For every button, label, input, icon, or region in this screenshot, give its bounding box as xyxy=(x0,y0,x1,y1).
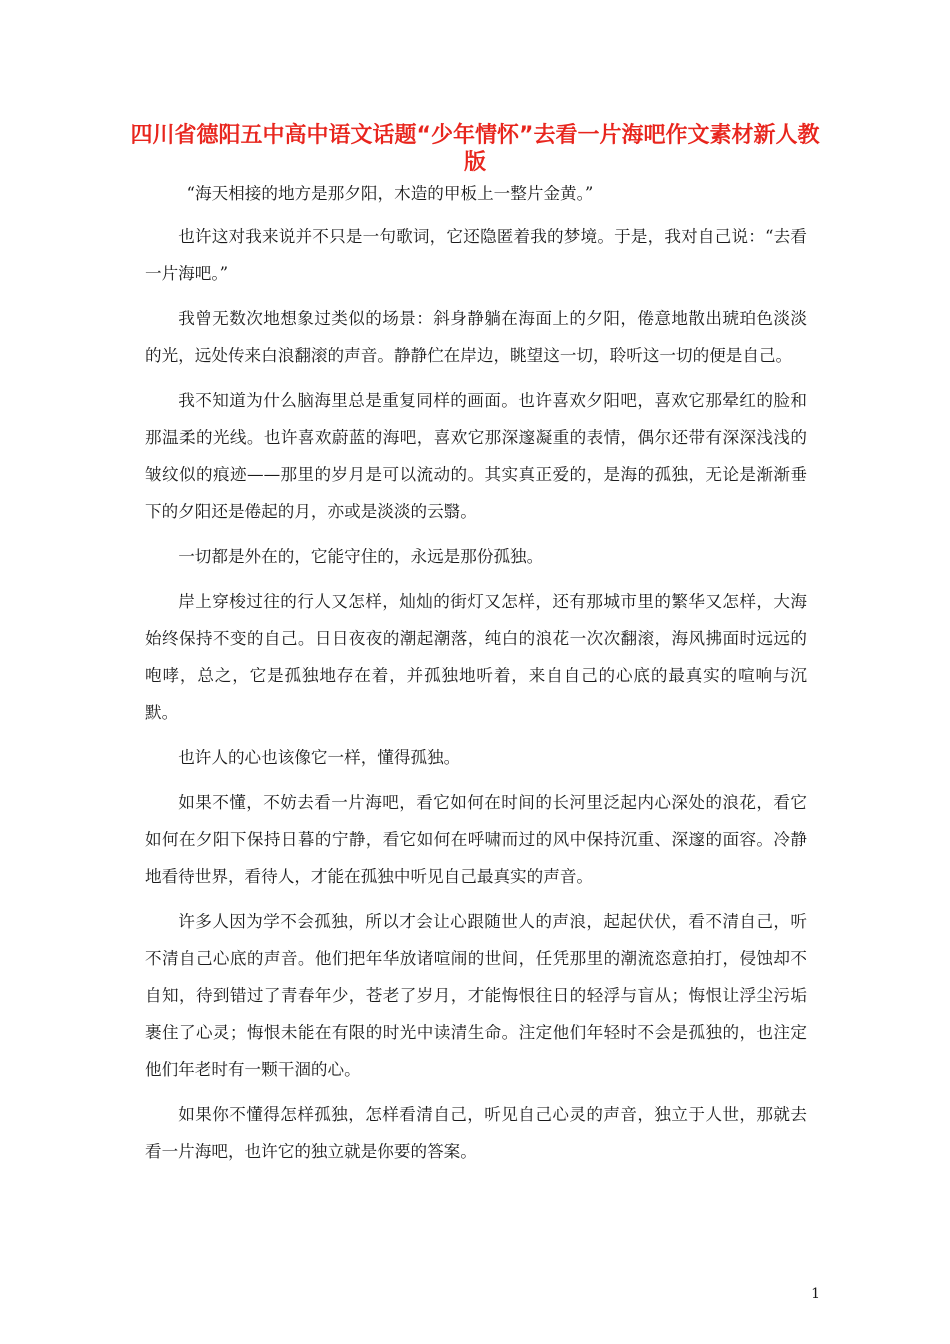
paragraph-1: “海天相接的地方是那夕阳，木造的甲板上一整片金黄。” xyxy=(186,184,594,203)
paragraph-8: 如果不懂，不妨去看一片海吧，看它如何在时间的长河里泛起内心深处的浪花，看它如何在夕阳下保持日暮的宁静，看它如何在呼啸而过的风中保持沉重、深邃的面容。冷静地看待世界，看待人，才能在孤独中听见自己最真实的声音。 xyxy=(145,793,807,886)
paragraph-7: 也许人的心也该像它一样，懂得孤独。 xyxy=(178,748,461,767)
document-title: 四川省德阳五中高中语文话题“少年情怀”去看一片海吧作文素材新人教版 xyxy=(130,123,820,175)
paragraph-9: 许多人因为学不会孤独，所以才会让心跟随世人的声浪，起起伏伏，看不清自己，听不清自己心底的声音。他们把年华放诸喧闹的世间，任凭那里的潮流恣意拍打，侵蚀却不自知，待到错过了青春年少，苍老了岁月，才能悔恨往日的轻浮与盲从；悔恨让浮尘污垢裹住了心灵；悔恨未能在有限的时光中读清生命。注定他们年轻时不会是孤独的，也注定他们年老时有一颗干涸的心。 xyxy=(145,912,807,1079)
paragraph-3: 我曾无数次地想象过类似的场景：斜身静躺在海面上的夕阳，倦意地散出琥珀色淡淡的光，远处传来白浪翻滚的声音。静静伫在岸边，眺望这一切，聆听这一切的便是自己。 xyxy=(145,309,807,365)
document-body xyxy=(145,175,807,1178)
paragraph-2: 也许这对我来说并不只是一句歌词，它还隐匿着我的梦境。于是，我对自己说：“去看一片海吧。” xyxy=(145,227,807,283)
paragraph-5: 一切都是外在的，它能守住的，永远是那份孤独。 xyxy=(178,547,544,566)
paragraph-10: 如果你不懂得怎样孤独，怎样看清自己，听见自己心灵的声音，独立于人世，那就去看一片海吧，也许它的独立就是你要的答案。 xyxy=(145,1105,807,1161)
page-number: 1 xyxy=(811,1286,820,1302)
paragraph-6: 岸上穿梭过往的行人又怎样，灿灿的街灯又怎样，还有那城市里的繁华又怎样，大海始终保持不变的自己。日日夜夜的潮起潮落，纯白的浪花一次次翻滚，海风拂面时远远的咆哮，总之，它是孤独地存在着，并孤独地听着，来自自己的心底的最真实的喧响与沉默。 xyxy=(145,592,807,722)
paragraph-4: 我不知道为什么脑海里总是重复同样的画面。也许喜欢夕阳吧，喜欢它那晕红的脸和那温柔的光线。也许喜欢蔚蓝的海吧，喜欢它那深邃凝重的表情，偶尔还带有深深浅浅的皱纹似的痕迹——那里的岁月是可以流动的。其实真正爱的，是海的孤独，无论是渐渐垂下的夕阳还是倦起的月，亦或是淡淡的云翳。 xyxy=(145,391,807,521)
